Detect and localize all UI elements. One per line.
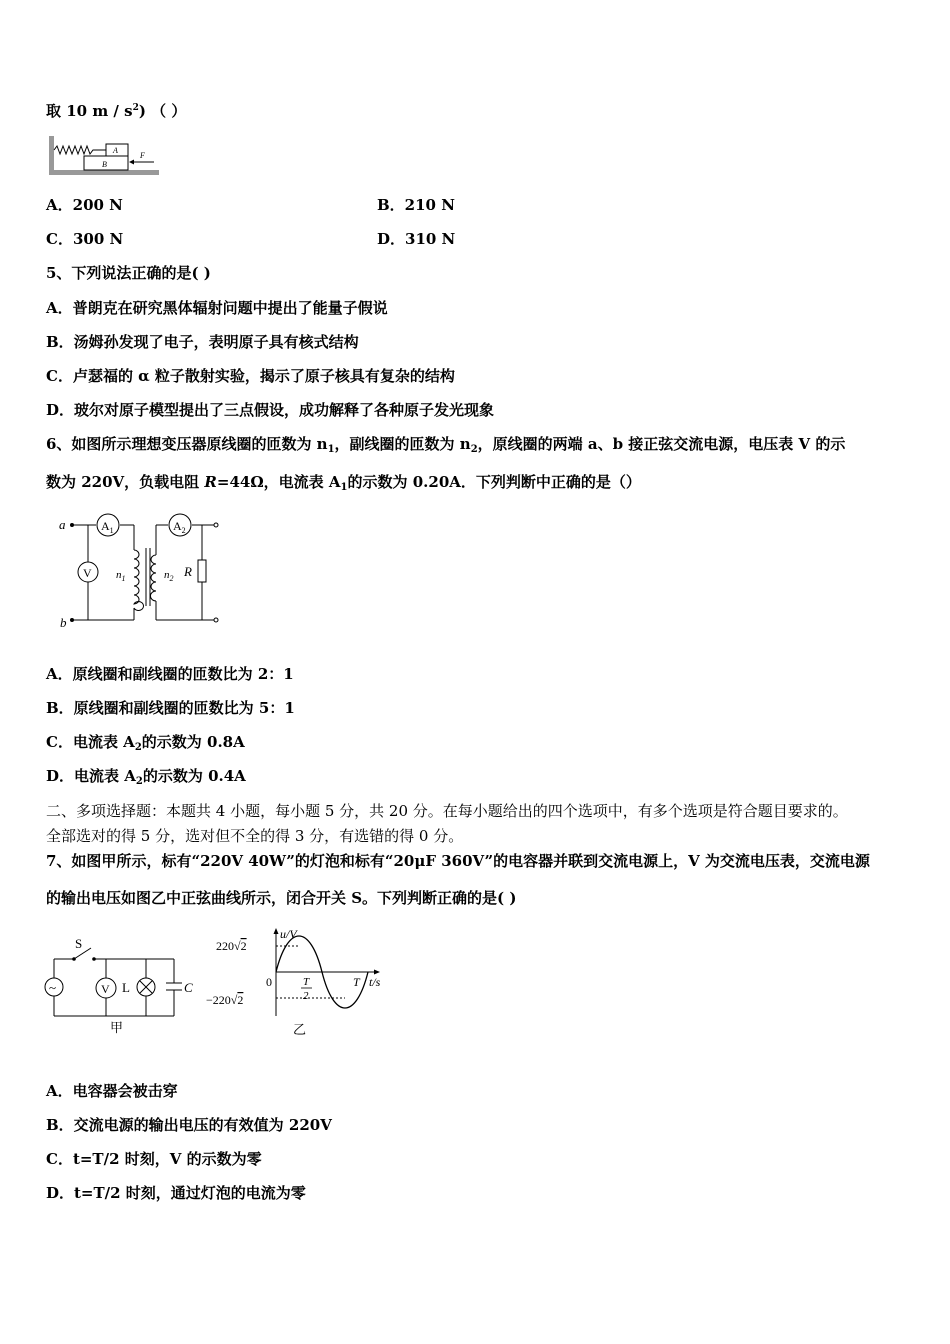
block-b-label: B [102,160,107,169]
block-a-label: A [113,146,118,155]
ground [49,170,159,175]
trough-value-label: −220√2 [206,993,244,1007]
q4-option-b: B．210 N [377,196,455,214]
force-arrow-head [129,160,134,165]
spring [54,146,106,154]
q6-stem-line1: 6、如图所示理想变压器原线圈的匝数为 $n_1$，副线圈的匝数为 $n_2$，原线圈的两端 a、b 接正弦交流电源，电压表 V 的示 [46,435,846,455]
q4-option-d: D．310 N [377,230,456,248]
q6-option-c: C．电流表 $A_2$的示数为 0.8A [46,733,245,753]
q7-stem-line1: 7、如图甲所示，标有“220V 40W”的灯泡和标有“20μF 360V”的电容器并联到交流电源上，V 为交流电压表，交流电源 [46,852,870,870]
q6-option-d: D．电流表 $A_2$的示数为 0.4A [46,767,246,787]
ammeter-a2-label: $A_2$ [173,519,186,535]
capacitor-label: C [184,980,193,995]
voltmeter-label: V [101,982,110,996]
half-period-numerator: T [303,976,310,988]
q4-option-c: C．300 N [46,230,124,248]
n2-label: $n_2$ [164,569,174,583]
origin-label: 0 [266,975,272,989]
q7-option-d: D．t=T/2 时刻，通过灯泡的电流为零 [46,1184,306,1202]
lamp-label: L [122,980,130,995]
q7-voltage-graph [204,922,394,1042]
u-axis-arrow [274,928,279,934]
figure-caption-jia: 甲 [110,1020,124,1035]
ammeter-a1-label: $A_1$ [101,519,114,535]
n1-label: $n_1$ [116,569,126,583]
q6-transformer-figure [56,510,226,636]
wall [49,136,54,174]
q7-circuit-figure [44,934,204,1040]
terminal-b-label: b [60,615,67,630]
q6-stem-line2: 数为 220V，负载电阻 R=44Ω，电流表 $A_1$的示数为 0.20A．下列判断中正确的是（） [46,473,641,493]
q6-option-b: B．原线圈和副线圈的匝数比为 5：1 [46,699,295,717]
peak-value-label: 220√2 [216,939,247,953]
q5-option-d: D．玻尔对原子模型提出了三点假设，成功解释了各种原子发光现象 [46,401,495,419]
half-period-denominator: 2 [303,990,309,1002]
q7-option-a: A．电容器会被击穿 [46,1082,178,1100]
resistor-label: R [184,564,192,579]
force-label: F [140,151,145,160]
q7-option-c: C．t=T/2 时刻，V 的示数为零 [46,1150,262,1168]
q4-option-a: A．200 N [46,196,123,214]
q7-option-b: B．交流电源的输出电压的有效值为 220V [46,1116,332,1134]
q5-option-c: C．卢瑟福的 α 粒子散射实验，揭示了原子核具有复杂的结构 [46,367,455,385]
period-label: T [353,975,360,989]
t-axis-label: t/s [369,975,381,989]
voltmeter-label: V [83,566,92,580]
figure-caption-yi: 乙 [293,1022,307,1037]
q5-stem: 5、下列说法正确的是( ) [46,264,211,282]
u-axis-label: u/V [280,927,297,941]
q5-option-b: B．汤姆孙发现了电子，表明原子具有核式结构 [46,333,359,351]
q4-stem: 取 10 m / $s^2$) （ ） [46,102,187,120]
switch-label: S [75,936,83,951]
section2-instruction-1: 二、多项选择题：本题共 4 小题，每小题 5 分，共 20 分。在每小题给出的四个选项中，有多个选项是符合题目要求的。 [46,802,848,820]
q5-option-a: A．普朗克在研究黑体辐射问题中提出了能量子假说 [46,299,388,317]
q7-stem-line2: 的输出电压如图乙中正弦曲线所示，闭合开关 S。下列判断正确的是( ) [46,889,517,907]
t-axis-arrow [374,970,380,975]
ac-source-symbol: ~ [49,980,57,995]
section2-instruction-2: 全部选对的得 5 分，选对但不全的得 3 分，有选错的得 0 分。 [46,827,464,845]
q4-spring-blocks-figure [46,136,162,178]
q6-option-a: A．原线圈和副线圈的匝数比为 2：1 [46,665,294,683]
terminal-a-label: a [59,517,66,532]
